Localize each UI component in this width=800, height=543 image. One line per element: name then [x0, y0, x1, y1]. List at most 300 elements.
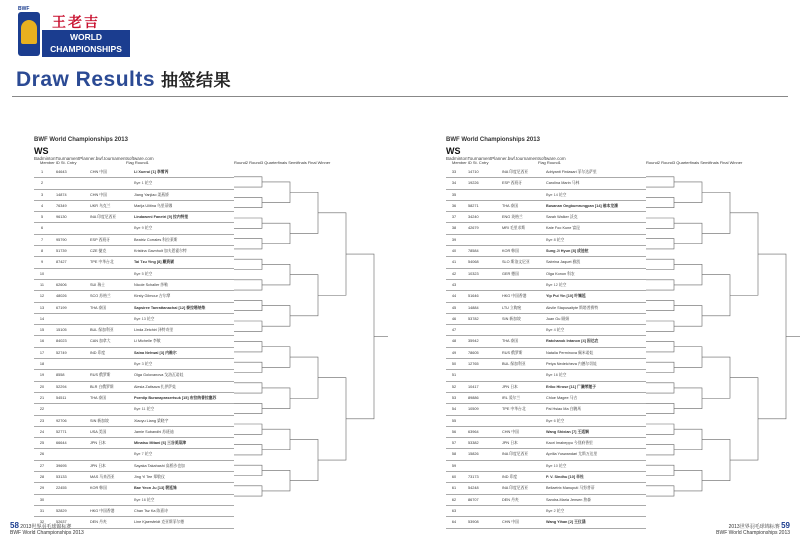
draw-position: 16 — [39, 339, 45, 344]
bracket-connector — [646, 424, 674, 434]
draw-position: 43 — [451, 282, 457, 287]
member-id: 62606 — [56, 282, 67, 287]
bracket-connector — [234, 239, 262, 249]
draw-position: 13 — [39, 305, 45, 310]
draw-position: 37 — [451, 215, 457, 220]
draw-position: 11 — [40, 282, 44, 287]
player-name: Tai Tzu Ying [8] 戴资颖 — [134, 260, 175, 265]
player-name: Bellaetrix Manuputi 马努普蒂 — [546, 486, 595, 491]
country: GER 德国 — [502, 271, 519, 276]
player-name: Linda Zetchiri 泽特奇里 — [134, 328, 174, 333]
draw-position: 24 — [39, 429, 45, 434]
draw-position: 53 — [451, 395, 457, 400]
logo-wordmark — [42, 30, 130, 57]
country: IND 印度 — [90, 350, 106, 355]
player-name: Wang Shixian [7] 王适娴 — [546, 429, 589, 434]
member-id: 54248 — [468, 486, 479, 491]
event-code: WS — [446, 146, 461, 156]
member-id: 52771 — [56, 429, 67, 434]
column-header-left: Member ID St. Cntry — [40, 160, 77, 165]
player-name: Yip Pui Yin [10] 叶姵延 — [546, 294, 586, 299]
bracket-connector — [646, 362, 674, 372]
bracket-connector — [646, 403, 674, 413]
draw-position: 12 — [39, 294, 45, 299]
player-name: Eriko Hirose [11] 广濑荣理子 — [546, 384, 597, 389]
member-id: 78584 — [468, 249, 479, 254]
country: HKG 中国香港 — [90, 508, 115, 513]
country: SIN 新加坡 — [502, 316, 521, 321]
player-name: Sung Ji Hyun [8] 成池铉 — [546, 249, 589, 254]
member-id: 8558 — [56, 373, 65, 378]
member-id: 12765 — [468, 362, 479, 367]
logo-tag: BWF — [18, 6, 30, 12]
player-name: Bye 9 轮空 — [134, 226, 153, 231]
draw-position: 1 — [40, 170, 44, 174]
player-name: Chloe Magee 马吉 — [546, 395, 578, 400]
player-name: Li Michelle 李敏 — [134, 339, 161, 344]
member-id: 95790 — [56, 237, 67, 242]
country: JPN 日本 — [90, 463, 106, 468]
draw-position: 64 — [451, 520, 457, 525]
bracket-connector — [674, 388, 702, 409]
bracket-connector — [234, 383, 262, 393]
bracket-connector — [674, 470, 702, 491]
logo-line2: CHAMPIONSHIPS — [50, 44, 122, 54]
bracket-connector — [262, 306, 290, 327]
footer-right-text: 2013世界羽毛球锦标赛 — [728, 524, 780, 530]
bracket-connector — [234, 259, 262, 269]
draw-position: 29 — [39, 486, 45, 491]
country: THA 泰国 — [90, 305, 107, 310]
country: ESP 西班牙 — [502, 181, 522, 186]
player-name: Saina Nehwal [3] 内维尔 — [134, 350, 177, 355]
draw-position: 44 — [451, 294, 457, 299]
bracket-connector — [290, 275, 318, 316]
member-id: 76349 — [56, 203, 67, 208]
player-name: Kirsty Gilmour 吉尔摩 — [134, 294, 171, 299]
player-name: Kate Foo Kune 富昆 — [546, 226, 580, 231]
draw-position: 56 — [451, 429, 457, 434]
footer-left-sub: BWF World Championships 2013 — [10, 530, 84, 536]
draw-position: 54 — [451, 407, 457, 412]
shuttlecock-icon — [18, 12, 40, 56]
player-name: Chan Tsz Ka 陈嘉诗 — [134, 508, 168, 513]
column-header-flag: Flag Round1 — [538, 160, 561, 165]
player-name: Kristina Gavnholt 加夫恩霍尔特 — [134, 249, 187, 254]
bracket-connector — [234, 445, 262, 455]
player-name: Sabrina Jaquet 雅凯 — [546, 260, 581, 265]
member-id: 14710 — [468, 170, 479, 174]
draw-row — [446, 506, 646, 517]
bracket-connector — [234, 362, 262, 372]
bracket-lines — [34, 167, 364, 507]
bracket-connector — [758, 254, 786, 419]
draw-position: 27 — [39, 463, 45, 468]
draw-position: 31 — [39, 508, 45, 513]
draw-position: 18 — [39, 362, 45, 367]
player-name: Sandra-Maria Jensen 詹森 — [546, 497, 591, 502]
country: CAN 加拿大 — [90, 339, 111, 344]
bracket-connector — [646, 239, 674, 249]
player-name: Xiaoyu Liang 梁晓宇 — [134, 418, 169, 423]
draw-position: 61 — [451, 486, 457, 491]
page-title-en: Draw Results — [16, 68, 156, 91]
draw-position: 51 — [451, 373, 457, 378]
bracket-connector — [262, 264, 290, 285]
player-name: Marija Ulitina 乌里蒂娜 — [134, 203, 173, 208]
bracket-connector — [646, 342, 674, 352]
bracket-connector — [646, 445, 674, 455]
player-name: Beatriz Corrales 科拉莱斯 — [134, 237, 178, 242]
country: JPN 日本 — [502, 441, 518, 446]
member-id: 52749 — [56, 350, 67, 355]
member-id: 22455 — [56, 486, 67, 491]
draw-sheet-right — [446, 137, 781, 525]
member-id: 53133 — [56, 475, 67, 480]
draw-position: 19 — [39, 373, 45, 378]
bracket-title: BWF World Championships 2013 — [446, 137, 540, 143]
bracket-connector — [262, 388, 290, 409]
draw-sheet-left — [34, 137, 369, 525]
bracket-connector — [234, 218, 262, 228]
country: THA 泰国 — [502, 339, 519, 344]
member-id: 64643 — [56, 170, 67, 174]
player-name: Bye 16 轮空 — [134, 497, 155, 502]
bracket-connector — [730, 378, 758, 460]
bracket-connector — [262, 470, 290, 491]
country: KOR 韩国 — [502, 249, 519, 254]
column-header-left: Member ID St. Cntry — [452, 160, 489, 165]
draw-position: 20 — [39, 384, 45, 389]
bracket-connector — [730, 213, 758, 295]
bracket-connector — [290, 192, 318, 233]
draw-position: 57 — [451, 441, 457, 446]
draw-position: 34 — [451, 181, 457, 186]
member-id: 53382 — [468, 441, 479, 446]
member-id: 52829 — [56, 508, 67, 513]
member-id: 54068 — [468, 260, 479, 265]
player-name: Bye 7 轮空 — [134, 452, 153, 457]
member-id: 92706 — [56, 418, 67, 423]
draw-position: 59 — [451, 463, 457, 468]
header-divider — [12, 96, 788, 97]
member-id: 48026 — [56, 294, 67, 299]
player-name: Bye 11 轮空 — [134, 407, 155, 412]
draw-position: 33 — [451, 170, 457, 174]
country: CHN 中国 — [90, 170, 107, 174]
member-id: 66644 — [56, 441, 67, 446]
member-id: 15105 — [56, 328, 67, 333]
column-header-rounds: Round2 Round3 Quarterfinals Semifinals Final Winner — [646, 160, 743, 165]
page-number-right: 59 — [781, 521, 790, 530]
country: INA 印度尼西亚 — [502, 452, 529, 457]
member-id: 19226 — [468, 181, 479, 186]
country: IRL 爱尔兰 — [502, 395, 521, 400]
draw-position: 23 — [39, 418, 45, 423]
draw-position: 21 — [39, 395, 45, 400]
bracket-title: BWF World Championships 2013 — [34, 137, 128, 143]
bracket-connector — [234, 342, 262, 352]
draw-position: 63 — [451, 508, 457, 513]
player-name: Aprilia Yuswandari 尤斯万达里 — [546, 452, 598, 457]
draw-row — [34, 506, 234, 517]
member-id: 84023 — [56, 339, 67, 344]
member-id: 58271 — [468, 203, 479, 208]
draw-position: 3 — [40, 192, 44, 197]
player-name: Bye 12 轮空 — [546, 282, 567, 287]
member-id: 63964 — [468, 429, 479, 434]
country: LTU 立陶宛 — [502, 305, 522, 310]
event-code: WS — [34, 146, 49, 156]
bracket-connector — [646, 259, 674, 269]
member-id: 14884 — [468, 305, 479, 310]
player-name: Bye 6 轮空 — [546, 418, 565, 423]
bracket-connector — [234, 177, 262, 187]
member-id: 51739 — [56, 249, 67, 254]
player-name: Bye 4 轮空 — [546, 328, 565, 333]
player-name: Kaori Imabeppu 今别府香里 — [546, 441, 593, 446]
draw-position: 26 — [39, 452, 45, 457]
member-id: 51646 — [468, 294, 479, 299]
player-name: Porntip Buranaprasertsuk [15] 布拉纳普拉塞苏 — [134, 395, 217, 400]
country: SCO 苏格兰 — [90, 294, 111, 299]
country: BLR 白俄罗斯 — [90, 384, 114, 389]
planner-url: BadmintonTournamentPlanner.bwf.tournamentsoftware.com — [34, 156, 154, 161]
footer-right-sub: BWF World Championships 2013 — [716, 530, 790, 536]
draw-position: 22 — [39, 407, 45, 412]
draw-position: 50 — [451, 362, 457, 367]
country: INA 印度尼西亚 — [502, 170, 529, 174]
player-name: Bye 1 轮空 — [134, 181, 153, 186]
player-name: Bae Yeon Ju [13] 裴延姝 — [134, 486, 177, 491]
member-id: 86707 — [468, 497, 479, 502]
member-id: 53782 — [468, 316, 479, 321]
player-name: Line Kjaersfeldt 克亚斯菲尔德 — [134, 520, 185, 525]
player-name: Pai Hsiao Ma 白驍馬 — [546, 407, 582, 412]
member-id: 15826 — [468, 452, 479, 457]
draw-position: 25 — [39, 441, 45, 446]
player-name: Bye 3 轮空 — [134, 362, 153, 367]
member-id: 10417 — [468, 384, 479, 389]
country: ENG 英格兰 — [502, 215, 523, 220]
draw-position: 2 — [40, 181, 44, 186]
logo-line1: WORLD — [69, 32, 103, 42]
draw-position: 17 — [39, 350, 45, 355]
bracket-connector — [646, 465, 674, 475]
bracket-connector — [262, 223, 290, 244]
member-id: 52637 — [56, 520, 67, 525]
player-name: Ratchanok Intanon [4] 因达农 — [546, 339, 599, 344]
draw-position: 38 — [451, 226, 457, 231]
draw-position: 62 — [451, 497, 457, 502]
country: JPN 日本 — [502, 384, 518, 389]
member-id: 89886 — [468, 395, 479, 400]
country: SUI 瑞士 — [90, 282, 105, 287]
bracket-connector — [262, 429, 290, 450]
member-id: 35942 — [468, 339, 479, 344]
country: JPN 日本 — [90, 441, 106, 446]
planner-url: BadmintonTournamentPlanner.bwf.tournamentsoftware.com — [446, 156, 566, 161]
bracket-connector — [702, 275, 730, 316]
country: MRI 毛里求斯 — [502, 226, 526, 231]
bracket-connector — [234, 424, 262, 434]
bracket-connector — [646, 177, 674, 187]
country: BUL 保加利亚 — [90, 328, 114, 333]
bracket-connector — [290, 357, 318, 398]
draw-position: 32 — [39, 520, 45, 525]
bracket-connector — [234, 403, 262, 413]
bracket-connector — [234, 321, 262, 331]
draw-position: 15 — [39, 328, 45, 333]
country: SIN 新加坡 — [90, 418, 109, 423]
draw-position: 48 — [451, 339, 457, 344]
player-name: Adriyanti Firdasari 菲尔达萨里 — [546, 170, 597, 174]
country: CZE 捷克 — [90, 249, 107, 254]
player-name: Alesia Zaitsava 扎伊萨娃 — [134, 384, 176, 389]
member-id: 39695 — [56, 463, 67, 468]
draw-position: 30 — [39, 497, 45, 502]
bracket-connector — [674, 264, 702, 285]
player-name: Jamie Subandhi 苏班迪 — [134, 429, 174, 434]
country: USA 美国 — [90, 429, 107, 434]
country: THA 泰国 — [502, 203, 519, 208]
country: SLO 斯洛文尼亚 — [502, 260, 530, 265]
draw-position: 39 — [451, 237, 457, 242]
bracket-connector — [262, 347, 290, 368]
bracket-connector — [646, 197, 674, 207]
draw-position: 55 — [451, 418, 457, 423]
bracket-connector — [646, 300, 674, 310]
player-name: Li Xuerui [1] 李雪芮 — [134, 170, 169, 174]
page-title-cn: 抽签结果 — [161, 71, 232, 90]
country: CHN 中国 — [502, 429, 519, 434]
draw-position: 36 — [451, 203, 457, 208]
draw-row — [446, 517, 646, 528]
bracket-connector — [646, 486, 674, 496]
event-logo — [18, 6, 130, 62]
country: BUL 保加利亚 — [502, 362, 526, 367]
bracket-connector — [674, 223, 702, 244]
player-name: Olga Golovanova 戈洛瓦诺娃 — [134, 373, 184, 378]
player-name: Bye 2 轮空 — [546, 508, 565, 513]
country: DEN 丹麦 — [502, 497, 519, 502]
footer-left — [10, 523, 84, 536]
member-id: 96130 — [56, 215, 67, 220]
draw-position: 14 — [39, 316, 45, 321]
member-id: 67199 — [56, 305, 67, 310]
player-name: Bye 5 轮空 — [134, 271, 153, 276]
member-id: 53908 — [468, 520, 479, 525]
draw-position: 8 — [40, 249, 44, 254]
country: RUS 俄罗斯 — [90, 373, 111, 378]
draw-position: 6 — [40, 226, 44, 231]
player-name: Olga Konon 科农 — [546, 271, 575, 276]
draw-position: 49 — [451, 350, 457, 355]
player-name: Busanan Ongbumrungpan [14] 翁本龙潘 — [546, 203, 618, 208]
country: RUS 俄罗斯 — [502, 350, 523, 355]
player-name: P. V. Sindhu [10] 辛杜 — [546, 475, 584, 480]
draw-position: 9 — [40, 260, 44, 265]
country: ESP 西班牙 — [90, 237, 110, 242]
country: CHN 中国 — [90, 192, 107, 197]
bracket-connector — [234, 197, 262, 207]
bracket-connector — [702, 439, 730, 480]
column-header-rounds: Round2 Round3 Quarterfinals Semifinals Final Winner — [234, 160, 331, 165]
bracket-connector — [290, 439, 318, 480]
member-id: 10323 — [468, 271, 479, 276]
member-id: 34240 — [468, 215, 479, 220]
bracket-connector — [646, 218, 674, 228]
draw-position: 58 — [451, 452, 457, 457]
player-name: Minatsu Mitani [6] 三谷美菜津 — [134, 441, 187, 446]
bracket-connector — [234, 300, 262, 310]
player-name: Sapsiree Taerattanachai [12] 泰拉塔纳柴 — [134, 305, 206, 310]
page-number-left: 58 — [10, 521, 19, 530]
draw-position: 40 — [451, 249, 457, 254]
bracket-connector — [262, 182, 290, 203]
player-name: Bye 13 轮空 — [134, 316, 155, 321]
draw-position: 28 — [39, 475, 45, 480]
bracket-connector — [234, 465, 262, 475]
draw-position: 46 — [451, 316, 457, 321]
country: INA 印度尼西亚 — [502, 486, 529, 491]
player-name: Lindaweni Fanetri [9] 拉内特里 — [134, 215, 189, 220]
country: HKG 中国香港 — [502, 294, 527, 299]
member-id: 42679 — [468, 226, 479, 231]
draw-position: 5 — [40, 215, 44, 220]
column-header-flag: Flag Round1 — [126, 160, 149, 165]
bracket-connector — [234, 486, 262, 496]
player-name: Bye 14 轮空 — [546, 192, 567, 197]
player-name: Bye 10 轮空 — [546, 463, 567, 468]
country: INA 印度尼西亚 — [90, 215, 117, 220]
country: TPE 中华台北 — [90, 260, 114, 265]
player-name: Carolina Marin 马林 — [546, 181, 580, 186]
draw-position: 45 — [451, 305, 457, 310]
bracket-connector — [646, 280, 674, 290]
player-name: Sarah Walker 沃克 — [546, 215, 578, 220]
bracket-connector — [318, 213, 346, 295]
member-id: 54511 — [56, 395, 67, 400]
player-name: Juan Gu 顾娟 — [546, 316, 570, 321]
draw-position: 42 — [451, 271, 457, 276]
player-name: Natalia Perminova 佩米诺娃 — [546, 350, 594, 355]
bracket-connector — [674, 182, 702, 203]
country: UKR 乌克兰 — [90, 203, 111, 208]
bracket-connector — [674, 347, 702, 368]
page-title — [16, 66, 231, 92]
member-id: 87427 — [56, 260, 67, 265]
bracket-connector — [702, 192, 730, 233]
member-id: 78605 — [468, 350, 479, 355]
country: DEN 丹麦 — [90, 520, 107, 525]
draw-position: 52 — [451, 384, 457, 389]
country: CHN 中国 — [502, 520, 519, 525]
footer-left-text: 2013世界羽毛球锦标赛 — [20, 524, 72, 530]
draw-position: 10 — [39, 271, 45, 276]
bracket-connector — [318, 378, 346, 460]
draw-position: 60 — [451, 475, 457, 480]
bracket-connector — [646, 321, 674, 331]
bracket-connector — [346, 254, 374, 419]
player-name: Nicole Schaller 莎勒 — [134, 282, 168, 287]
player-name: Jing Yi Tee 郑敬仪 — [134, 475, 165, 480]
player-name: Bye 8 轮空 — [546, 237, 565, 242]
bracket-lines — [446, 167, 776, 507]
country: KOR 韩国 — [90, 486, 107, 491]
player-name: Bye 16 轮空 — [546, 373, 567, 378]
country: MAS 马来西亚 — [90, 475, 115, 480]
